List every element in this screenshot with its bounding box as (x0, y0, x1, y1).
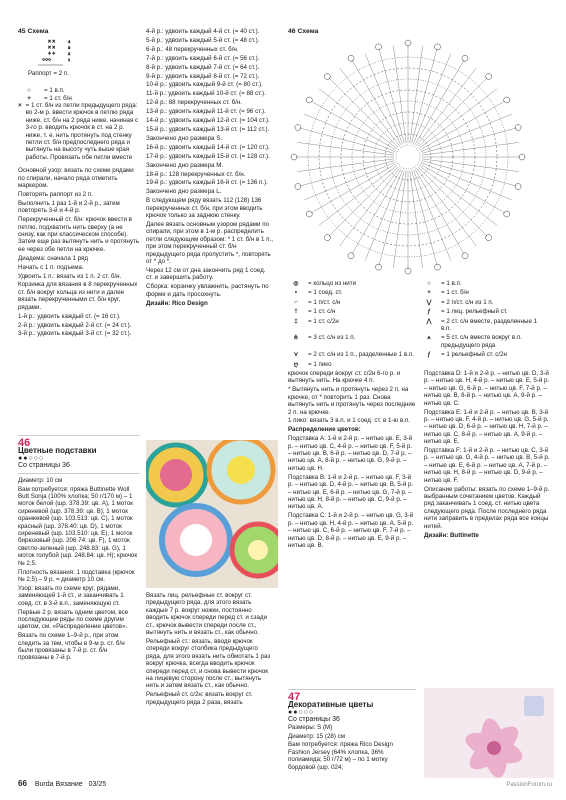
issue-number: 03/25 (88, 781, 107, 788)
legend-item: ⋔ = 3 ст. с/н из 1 п. (293, 334, 356, 342)
svg-text:+ +: + + (48, 51, 56, 58)
section-47 (288, 686, 416, 773)
scheme-45-title: 45 Схема (18, 28, 49, 35)
rapport-label: Раппорт = 2 п. (28, 69, 69, 77)
legend-sc: + = 1 ст. б/н (27, 94, 72, 102)
s46-gauge: Плотность вязания: 1 подставка (крючок № 2,5) – 9 р. = диаметр 10 см. (18, 568, 135, 583)
row-instruction: 18-й р.: 128 перекрученных ст. б/н. (146, 170, 246, 178)
text-row1: 1-й р.: удвоить каждый ст. (= 16 ст.). (18, 312, 121, 320)
row-instruction: 8-й р.: удвоить каждый 7-й ст. (= 64 ст.). (146, 63, 260, 71)
section-46 (18, 432, 140, 663)
svg-text:4: 4 (68, 39, 71, 45)
row-instruction: 7-й р.: удвоить каждый 6-й ст. (= 56 ст.). (146, 54, 260, 62)
column-3-lower-left (288, 370, 416, 551)
text-rows: Выполнить 1 раз 1-й и 2-й р., затем повторять 3-й и 4-й р. (18, 199, 120, 215)
s46-pattern: Узор: вязать по схеме круг, рядами, заменяющей 1-й ст., и заканчивать 1 соед. ст. в 3-й в.п., заменяющую ст. (18, 584, 124, 607)
c3-pull: * Вытянуть нить и протянуть через 2 п. на крючке, от * повторить 1 раз. Снова вытянуть нить и протянуть через последние 2 п. на крючке. (288, 386, 416, 416)
legend-item: ƒ = 1 рельефный ст. с/2н (427, 351, 507, 359)
row-instruction: 16-й р.: удвоить каждый 14-й ст. (= 120 ст.). (146, 143, 270, 151)
s47-materials: Вам потребуется: пряжа Rico Design Fashion Jersey (64% хлопка, 36% полиамида; 50 г/72 м) – по 1 мотку бордовой (шр. 024; (288, 741, 393, 771)
text-repeat: Повторять раппорт из 2 п. (18, 191, 93, 198)
section-47-title: Декоративные цветы (288, 700, 374, 710)
column-3-lower-right (424, 370, 552, 540)
row-instruction: 5-й р.: удвоить каждый 5-й ст. (= 48 ст.). (146, 36, 260, 44)
scheme-46-title: 46 Схема (288, 28, 319, 35)
section-46-number: 46 (18, 437, 31, 449)
legend-item: ⋁ = 2 п/ст. с/н из 1 п. (426, 298, 494, 306)
svg-text:1: 1 (68, 57, 71, 63)
c2-design: Дизайн: Rico Design (146, 299, 208, 307)
legend-item: ○ = 1 в.п. (427, 280, 462, 287)
text-basket: Корзинка для вязания в 8 перекрученных ст. б/н вокруг кольца из нити и далее вязать перекрученными ст. б/н круг, рядами. (18, 281, 138, 311)
legend-item: + = 1 ст. б/н (427, 289, 469, 297)
column-1 (18, 28, 140, 339)
section-47-page-ref: Со страницы 36 (288, 716, 340, 724)
s46-instructions: Вязать по схеме 1–9-й р., при этом следить за тем, чтобы в 9-м р. ст. б/н были провязаны в 7-й р. ст. б/н провязаны в 7-й р. (18, 632, 125, 662)
row-instruction: Закончено дно размера M. (146, 161, 224, 169)
c3-dist-e: Подставка E: 1-й и 2-й р. – нитью цв. B, 3-й р. – нитью цв. F, 4-й р. – нитью цв. G, 5-й р. – нитью цв. D, 6-й р. – нитью цв. H, 7-й р. – нитью цв. C, 8-й р. – нитью цв. A, 9-й р. – нитью цв. E. (424, 408, 549, 446)
scheme-46-legend (288, 280, 548, 368)
c3-dc2-relief: крючок спереди вокруг ст. с/2н 6-го р. и вытянуть нить. На крючке 4 п. (288, 370, 401, 385)
c3-dist-f: Подставка F: 1-й и 2-й р. – нитью цв. C, 3-й р. – нитью цв. G, 4-й р. – нитью цв. B, 5-й р. – нитью цв. E, 6-й р. – нитью цв. A, 7-й р. – нитью цв. H, 8-й р. – нитью цв. D, 9-й р. – нитью цв. F. (424, 447, 550, 484)
difficulty-dots-47: ●●○○○ (288, 708, 315, 716)
text-twisted: Перекрученный ст. б/н: крючок ввести в петлю, подхватить нить сверху (а не снизу, как при классическом способе). Затем еще раз вытянуть нить и протянуть ее через обе петли на крючке. (18, 216, 140, 253)
legend-item: • = 1 соед. ст. (294, 289, 343, 297)
legend-item: ⋎ = 2 ст. с/н из 1 п., разделенные 1 в.п. (293, 351, 414, 359)
c2-finish: Через 12 см от дна закончить ряд 1 соед. ст. и завершить работу. (146, 266, 266, 282)
row-instruction: 15-й р.: удвоить каждый 13-й ст. (= 112 ст.). (146, 125, 270, 133)
svg-text:× ×: × × (48, 39, 56, 46)
row-instruction: 19-й р.: удвоить каждый 16-й ст. (= 136 п.). (146, 179, 268, 187)
legend-chain: ○ = 1 в.п. (27, 87, 65, 95)
c3-dist-title: Распределение цветов: (288, 426, 361, 434)
row-instruction: 4-й р.: удвоить каждый 4-й ст. (= 40 ст.). (146, 28, 260, 35)
c2-relief: Вязать лиц. рельефные ст. вокруг ст. предыдущего ряда, для этого вязать каждые 7 р. вокруг ножки, постоянно вводить крючок спереди перед ст. и сзади ст., крючок вывести спереди после ст., вытянуть нить и вязать ст., как обычно. (146, 592, 267, 637)
c2-spiral: Далее вязать основным узором рядами по спирали, при этом в 1-м р. распределить петли следующим образом: * 1 ст. б/н в 1 п., при этом перекрученный ст. б/н предыдущего ряда пропустить *, повторять от * до *. (146, 220, 273, 265)
c2-relief-dc: Рельефный ст. с/2н: вязать вокруг ст. предыдущего ряда 2 раза, вязать (146, 691, 253, 706)
s46-materials: Вам потребуется: пряжа Buttinette Woll Butt Sonja (100% хлопка; 50 г/170 м) – 1 моток белой (шр. 378.39: цв. А), 1 моток сиреневой (шр. 378.39: цв. В), 1 моток оранжевой (шр. 103.513: цв. С), 1 моток красный (шр. 378.40: цв. D), 1 моток сиреневый (шр. 103.510: цв. E), 1 моток бирюзовый (шр. 206.74: цв. F), 1 моток светло-зеленый (шр. 248.83: цв. G), 1 моток голубой (шр. 248.84: цв. Н); крючок № 2,5. (18, 485, 138, 567)
row-instruction: 14-й р.: удвоить каждый 12-й ст. (= 104 ст.). (146, 117, 270, 125)
s47-sizes: Размеры: S (M) (288, 723, 333, 731)
c3-dist-b: Подставка В: 1-й и 2-й р. – нитью цв. F, 3-й р. – нитью цв. D, 4-й р. – нитью цв. B, 5-й р. – нитью цв. Е, 6-й р. – нитью цв. G, 7-й р. – нитью цв. H, 8-й р. – нитью цв. С, 9-й р. – нитью цв. А. (288, 473, 414, 511)
c3-dist-d: Подставка D: 1-й и 2-й р. – нитью цв. D, 3-й р. – нитью цв. H, 4-й р. – нитью цв. E, 5-й р. – нитью цв. G, 6-й р. – нитью цв. F, 7-й р. – нитью цв. В, 8-й р. – нитью цв. A, 9-й р. – нитью цв. С. (424, 370, 550, 407)
s47-diameter: Диаметр: 15 (28) см (288, 732, 345, 740)
c2-relief-st: Рельефный ст.: вязать, вводя крючок спереди вокруг столбика предыдущего ряда, для этого вязать нить обмотать 1 раз вокруг крючка, всегда вводить крючок спереди перед ст. и снова вывести крючок на лицевую сторону после ст., вытянуть нить и затем вязать ст., как обычно. (146, 637, 271, 690)
row-instruction: 6-й р.: 48 перекрученных ст. б/н. (146, 45, 239, 53)
scheme-46-diagram (288, 37, 528, 277)
scheme-45-diagram (18, 37, 88, 67)
legend-item: ⩚ = 5 ст. с/н вместе вокруг в.п. предыдущего ряда (427, 334, 522, 349)
c3-picot: 1 пико: вязать 3 в.п. и 1 соед. ст. в 1-ю в.п. (288, 417, 410, 425)
c2-next-row: В следующем ряду вязать 112 (128) 136 перекрученных ст. б/н, при этом вводить крючок только за заднюю стенку. (146, 197, 263, 220)
legend-item: ⌐ = 1 п/ст. с/н (294, 298, 341, 306)
svg-text:3: 3 (68, 45, 71, 51)
text-start: Начать с 1 п. подъема. (18, 263, 84, 271)
row-instruction: Закончено дно размера L. (146, 188, 222, 196)
text-basic-pattern: Основной узор: вязать по схеме рядами по спирали, начало ряда отметить маркером. (18, 167, 134, 190)
magazine-name: Burda Вязание (34, 781, 83, 788)
c3-design: Дизайн: Buttinette (424, 531, 479, 539)
row-instruction: Закончено дно размера S. (146, 134, 223, 142)
row-instruction: 9-й р.: удвоить каждый 8-й ст. (= 72 ст.). (146, 72, 260, 80)
s46-colors: Первые 2 р. вязать одним цветом, все последующие ряды по схеме другим цветом, см. «Распределение цветов». (18, 608, 129, 631)
text-row2: 2-й р.: удвоить каждый 2-й ст. (= 24 ст.). (18, 321, 132, 329)
legend-item: ƒ = 1 лиц. рельефный ст. (427, 308, 508, 316)
c3-dist-c: Подставка С: 1-й и 2-й р. – нитью цв. G, 3-й р. – нитью цв. H, 4-й р. – нитью цв. А, 5-й р. – нитью цв. C, 6-й р. – нитью цв. F, 7-й р. – нитью цв. D, 8-й р. – нитью цв. E, 9-й р. – нитью цв. B. (288, 512, 414, 549)
legend-long-sc: × = 1 ст. б/н из петли предыдущего ряда: во 2-м р. ввести крючок в петлю ряда ниже, ст. б/н на 2 ряда ниже, начиная с 3-го р. вводить крючок в ст. на 2 р. ниже, т. е. нить протянуть под стенку петли ст. б/н предпоследнего ряда и вытянуть на высоту чуть выше края работы. Провязать обе петли вместе (18, 102, 139, 161)
row-instruction: 12-й р.: 88 перекрученных ст. б/н. (146, 99, 243, 107)
legend-item: ⋀ = 2 ст. с/н вместе, разделенные 1 в.п. (426, 317, 538, 333)
s46-diameter: Диаметр: 10 см (18, 476, 63, 484)
difficulty-dots: ●●○○○ (18, 454, 45, 462)
flowers-photo (424, 688, 554, 778)
text-diadem: Диадема: сначала 1 ряд (18, 254, 89, 262)
svg-text:○○○: ○○○ (42, 57, 52, 64)
column-2-lower (146, 592, 274, 708)
row-instruction: 11-й р.: удвоить каждый 10-й ст. (= 88 ст.). (146, 90, 266, 98)
svg-text:× ×: × × (48, 45, 56, 52)
row-instruction: 10-й р.: удвоить каждый 9-й ст. (= 80 ст.). (146, 81, 263, 89)
c2-assembly: Сборка: корзинку увлажнить, растянуть по форме и дать просохнуть. (146, 283, 269, 298)
row-instructions (146, 28, 274, 196)
column-2 (146, 28, 274, 308)
row-instruction: 13-й р.: удвоить каждый 11-й ст. (= 96 ст.). (146, 108, 266, 116)
watermark: PassionForum.ru (506, 782, 552, 788)
row-instruction: 17-й р.: удвоить каждый 15-й ст. (= 128 ст.). (146, 152, 270, 160)
c3-dist-a: Подставка А: 1-й и 2-й р. – нитью цв. Е, 3-й р. – нитью цв. С, 4-й р. – нитью цв. F, 5-й р. – нитью цв. B, 6-й р. – нитью цв. D, 7-й р. – нитью цв. А, 8-й р. – нитью цв. G, 9-й р. – нитью цв. H. (288, 435, 413, 472)
column-3 (288, 28, 548, 280)
page-footer (18, 779, 106, 788)
legend-item: † = 1 ст. с/н (294, 308, 336, 316)
coasters-photo (146, 440, 278, 588)
legend-item: ღ = 1 пико (293, 360, 332, 368)
section-47-number: 47 (288, 691, 301, 703)
text-double: Удвоить 1 п.: вязать из 1 п. 2 ст. б/н. (18, 272, 122, 280)
section-46-title: Цветные подставки (18, 446, 97, 456)
page-number: 66 (18, 779, 27, 788)
text-row3: 3-й р.: удвоить каждый 3-й ст. (= 32 ст.). (18, 330, 132, 338)
legend-item: ◎ = кольцо из нити (293, 280, 357, 287)
svg-text:2: 2 (68, 51, 71, 57)
c3-work: Описание работы: вязать по схеме 1–9-й р. выбранным сочетанием цветов. Каждый ряд заканчивать 1 соед. ст. нитью цвета следующего ряда. После последнего ряда нити заправить в пределах ряда все концы нитей. (424, 485, 550, 530)
legend-item: ‡ = 1 ст. с/2н (294, 317, 339, 325)
section-46-page-ref: Со страницы 36 (18, 462, 70, 470)
